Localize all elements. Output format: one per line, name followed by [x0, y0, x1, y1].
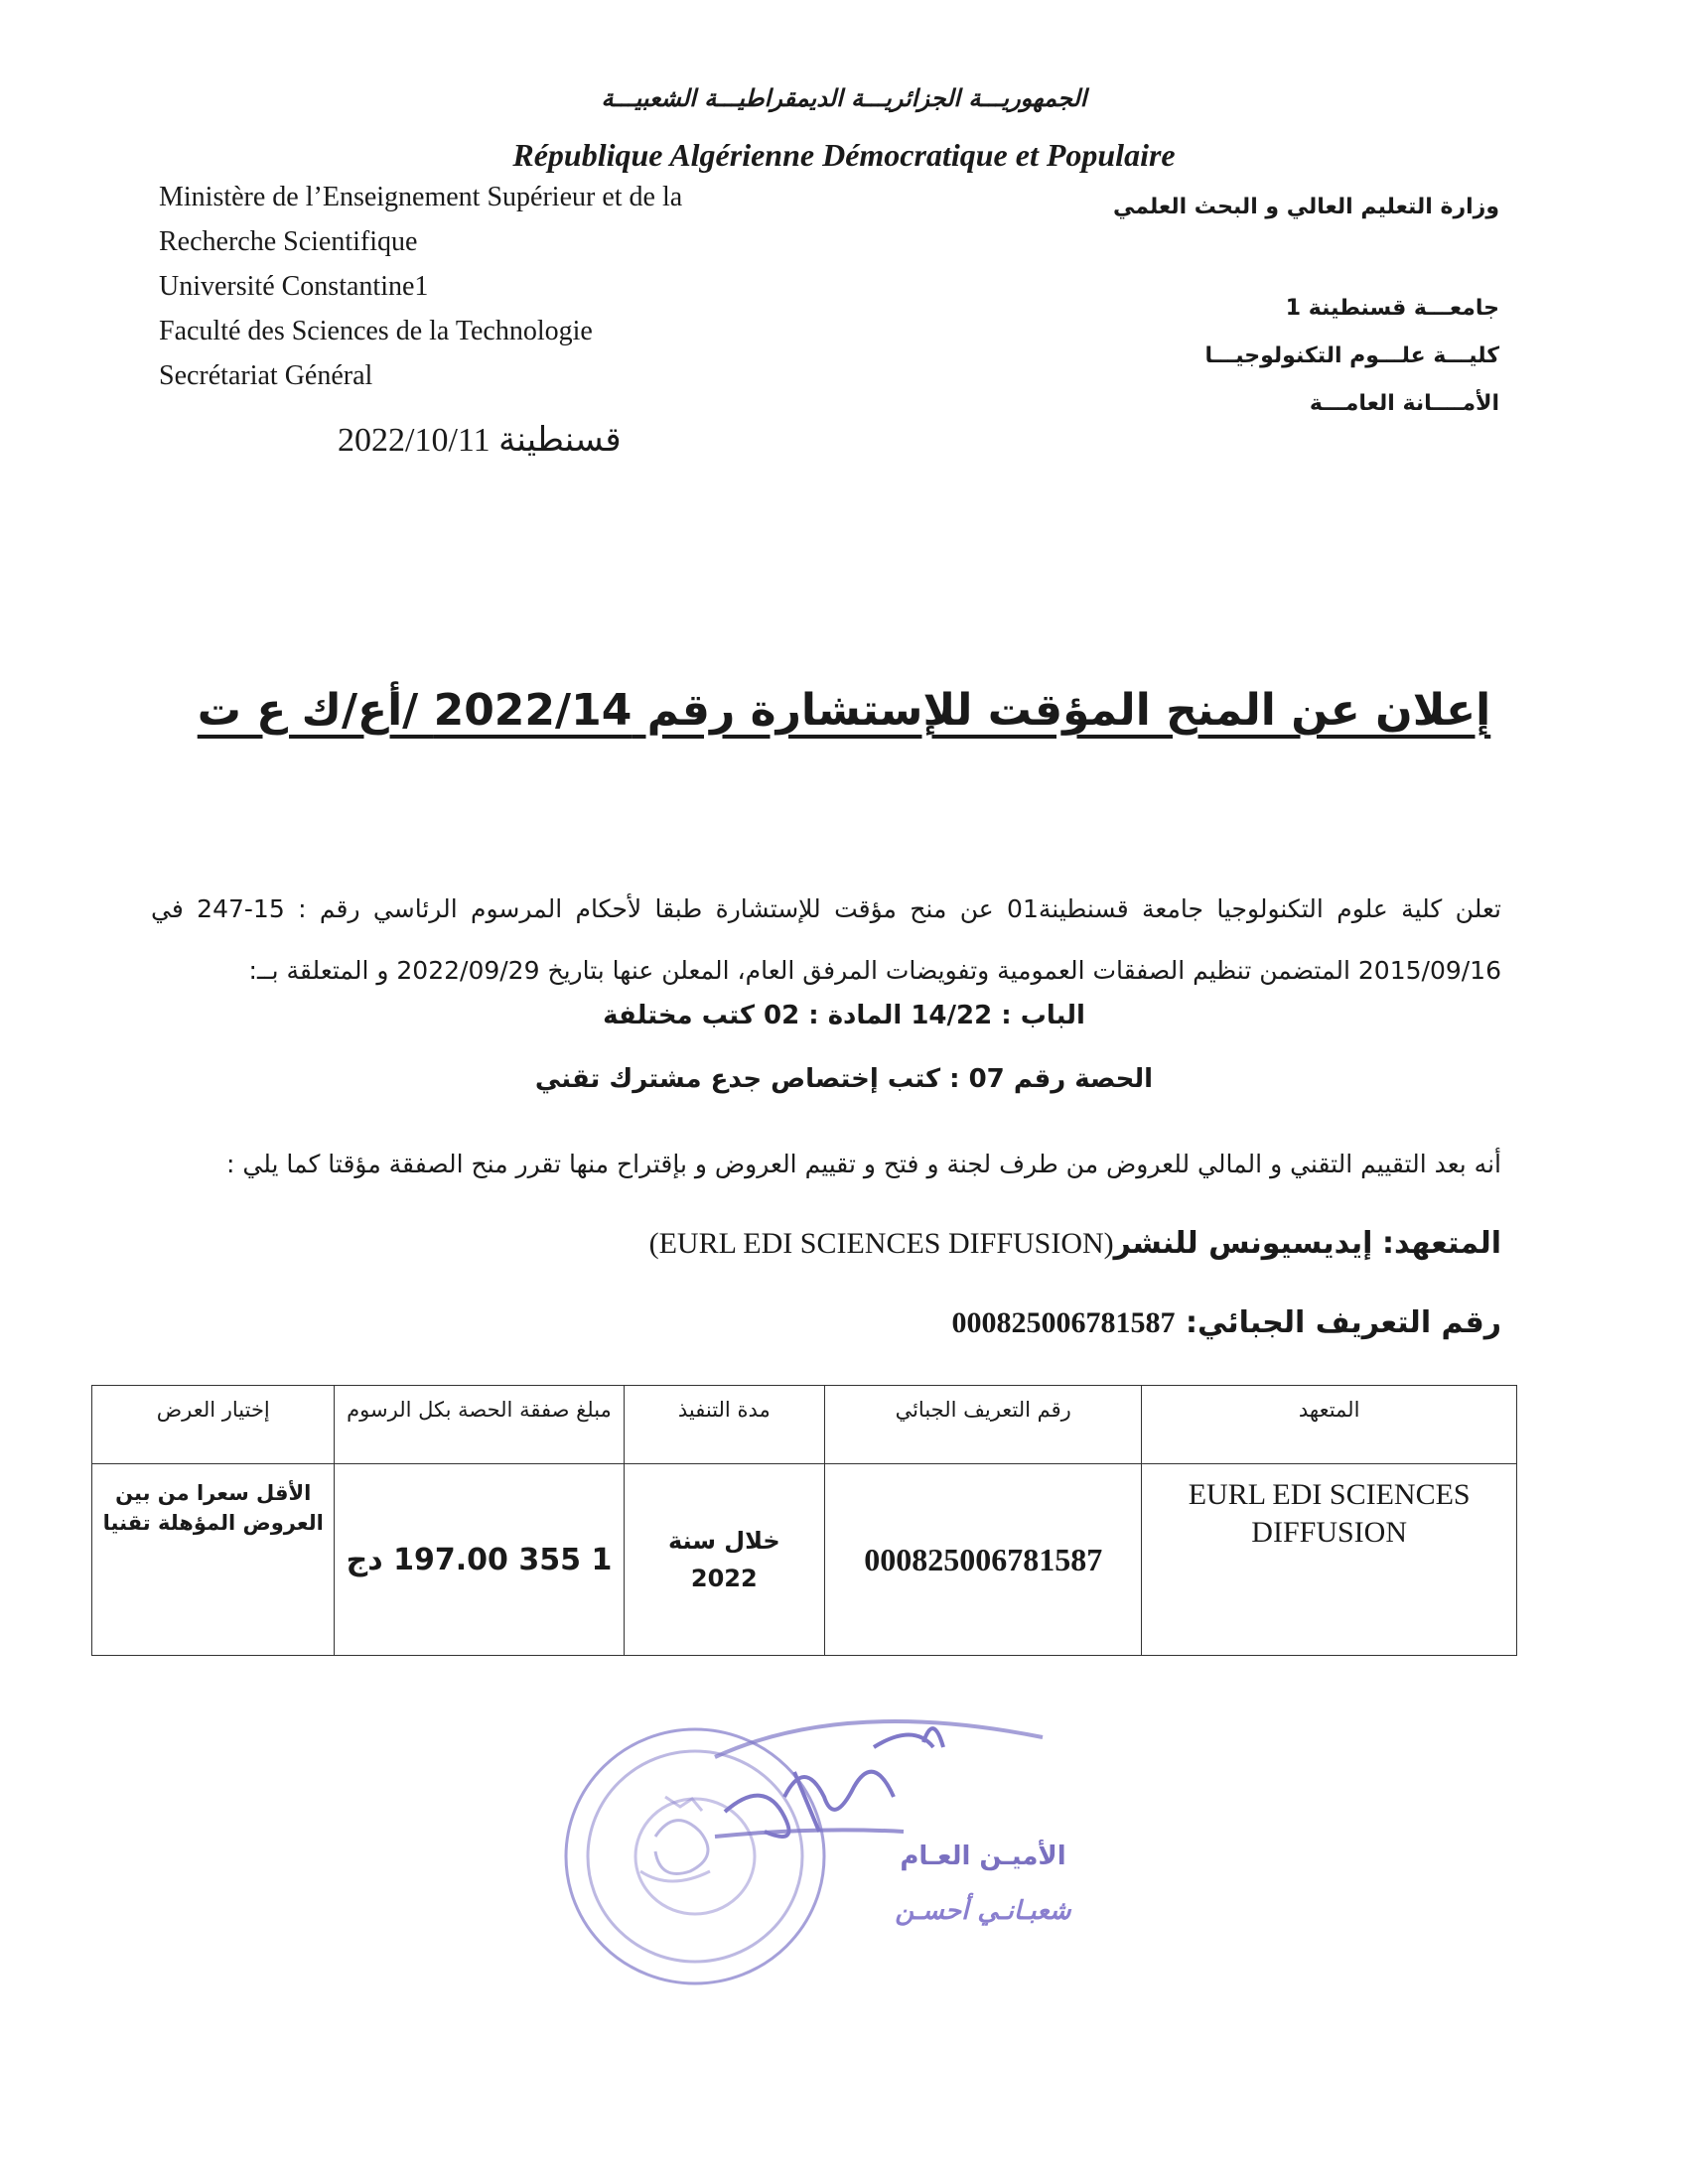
university-line: Université Constantine1 — [159, 271, 429, 302]
arabic-institution-block — [983, 184, 1499, 428]
cell-duration — [624, 1464, 825, 1656]
header-amount: مبلغ صفقة الحصة بكل الرسوم — [335, 1386, 624, 1464]
tax-id-line — [151, 1305, 1501, 1340]
signature-name: شعبـانـي أحسـن — [895, 1896, 1071, 1926]
table-row — [92, 1464, 1517, 1656]
date-value: 2022/10/11 — [338, 422, 491, 459]
tax-label: رقم التعريف الجبائي: — [1185, 1305, 1501, 1340]
french-republic-header: République Algérienne Démocratique et Populaire — [512, 137, 1176, 173]
cell-tax-id: 000825006781587 — [825, 1464, 1142, 1656]
contractor-name-fr: (EURL EDI SCIENCES DIFFUSION) — [648, 1227, 1114, 1260]
french-institution-block — [159, 175, 794, 398]
header-duration: مدة التنفيذ — [624, 1386, 825, 1464]
faculty-line: Faculté des Sciences de la Technologie — [159, 316, 593, 346]
header-tax-id: رقم التعريف الجبائي — [825, 1386, 1142, 1464]
contractor-name-ar: إيديسيونس للنشر — [1113, 1226, 1373, 1261]
lot-line: الحصة رقم 07 : كتب إختصاص جدع مشترك تقني — [534, 1064, 1154, 1094]
signature-title: الأميـن العـام — [900, 1842, 1066, 1871]
arabic-university-line: جامعـــة قسنطينة 1 — [1285, 296, 1499, 321]
tax-value: 000825006781587 — [951, 1306, 1176, 1339]
contractor-label: المتعهد: — [1382, 1226, 1501, 1261]
arabic-secretariat-line: الأمــــانة العامـــة — [1309, 391, 1499, 416]
cell-choice: الأقل سعرا من بين العروض المؤهلة تقنيا — [92, 1464, 335, 1656]
cell-contractor: EURL EDI SCIENCES DIFFUSION — [1142, 1464, 1517, 1656]
table-header-row — [92, 1386, 1517, 1464]
cell-amount: 1 355 197.00 دج — [335, 1464, 624, 1656]
award-table — [91, 1385, 1517, 1656]
duration-label: خلال سنة — [667, 1527, 780, 1555]
duration-year: 2022 — [690, 1565, 758, 1592]
arabic-republic-header: الجمهوريـــة الجزائريـــة الديمقراطيـــة الشعبيـــة — [601, 84, 1087, 112]
header-choice: إختيار العرض — [92, 1386, 335, 1464]
contractor-line — [151, 1226, 1501, 1261]
date-line — [338, 420, 622, 460]
arabic-ministry-line: وزارة التعليم العالي و البحث العلمي — [1112, 195, 1499, 219]
chapter-article-line: الباب : 14/22 المادة : 02 كتب مختلفة — [603, 1001, 1085, 1030]
arabic-faculty-line: كليـــة علـــوم التكنولوجيـــا — [1204, 343, 1499, 368]
announcement-paragraph: تعلن كلية علوم التكنولوجيا جامعة قسنطينة01 عن منح مؤقت للإستشارة طبقا لأحكام المرسوم الرئاسي رقم : 15-247 في 2015/09/16 المتضمن تنظيم الصفقات العمومية وتفويضات المرفق العام، المعلن عنها بتاريخ 2022/09/29 و المتعلقة بــ: — [151, 894, 1501, 985]
date-city: قسنطينة — [498, 420, 622, 460]
secretariat-line: Secrétariat Général — [159, 360, 373, 391]
page-title: إعلان عن المنح المؤقت للإستشارة رقم 2022/14 /أع/ك ع ت — [197, 685, 1491, 736]
header-contractor: المتعهد — [1142, 1386, 1517, 1464]
evaluation-statement: أنه بعد التقييم التقني و المالي للعروض من طرف لجنة و فتح و تقييم العروض و بإقتراح منها تقرر منح الصفقة مؤقتا كما يلي : — [225, 1150, 1501, 1178]
ministry-line-2: Recherche Scientifique — [159, 226, 418, 257]
ministry-line-1: Ministère de l’Enseignement Supérieur et de la — [159, 182, 683, 212]
